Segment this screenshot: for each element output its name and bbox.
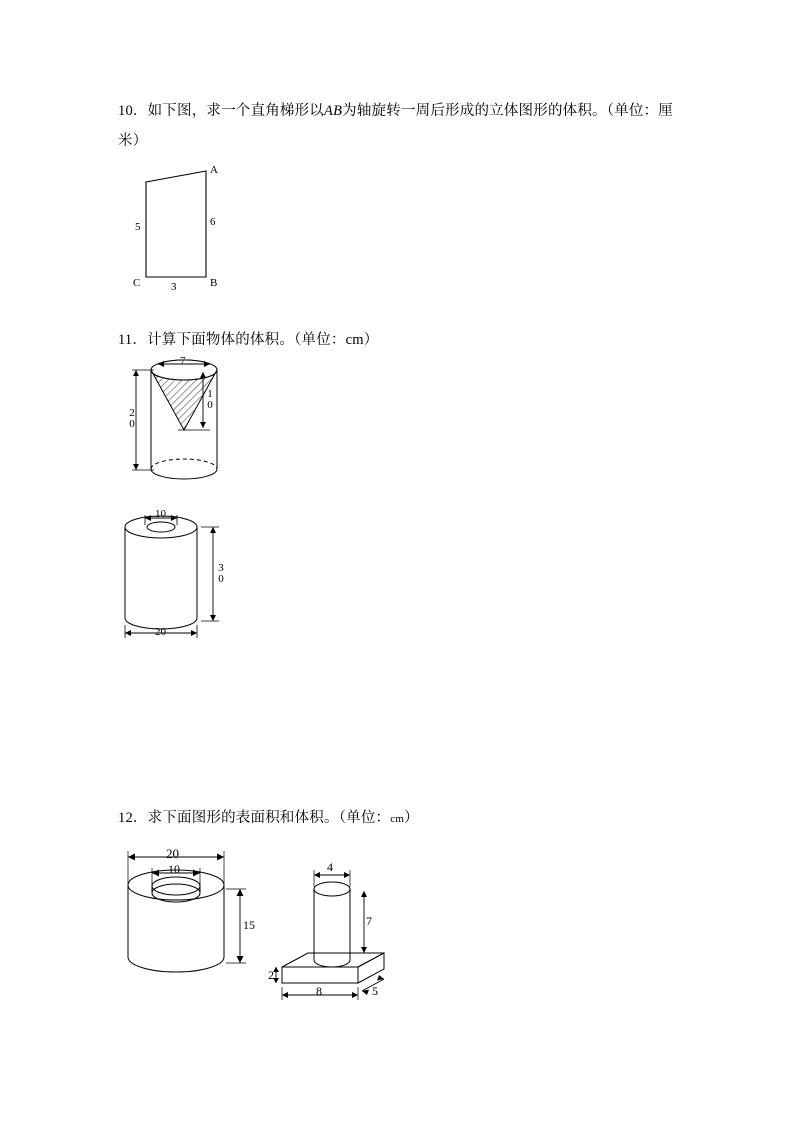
label-base-width-8: 8 (316, 984, 322, 998)
label-top-width-7: 7 (180, 355, 186, 367)
label-right-side-6: 6 (210, 216, 216, 228)
question-10-axis-label: AB (324, 103, 343, 119)
label-height-15: 15 (243, 918, 255, 932)
question-12-text-part1: 求下面图形的表面积和体积。（单位： (147, 810, 391, 826)
question-11-body: 计算下面物体的体积。（单位：cm） (147, 332, 379, 348)
question-12-unit: cm (390, 813, 405, 825)
label-bottom-width-20: 20 (155, 626, 166, 638)
label-base-depth-5: 5 (372, 984, 378, 998)
label-top-width-10: 10 (155, 508, 166, 520)
question-12-number: 12． (118, 810, 148, 826)
question-10-text-part1: 如下图，求一个直角梯形以 (147, 103, 325, 119)
label-height-30: 30 (215, 562, 227, 584)
figure-q12-ring-cylinder (118, 845, 278, 1005)
question-12-text (118, 803, 678, 834)
question-12-text-part2: ） (404, 810, 419, 826)
label-bottom-3: 3 (171, 281, 177, 293)
question-11-number: 11． (118, 332, 148, 348)
question-10-text (118, 96, 678, 156)
label-cylinder-diameter-4: 4 (327, 860, 333, 874)
label-base-height-2: 2 (268, 968, 274, 982)
figure-q11-cylinder-hole (105, 505, 335, 655)
label-outer-diameter-20: 20 (166, 846, 179, 861)
figure-q10-trapezoid (118, 165, 318, 315)
label-B: B (210, 277, 218, 289)
label-cone-height-10: 10 (204, 388, 216, 410)
question-10-text-part2: 为轴旋转一周后形成的立体图形的体积。（单位：厘米） (118, 103, 673, 149)
question-10-number: 10． (118, 103, 148, 119)
question-11-text (118, 325, 678, 355)
label-left-side-5: 5 (135, 221, 141, 233)
label-inner-diameter-10: 10 (168, 862, 180, 876)
label-cylinder-height-7: 7 (366, 914, 372, 928)
label-C: C (133, 277, 141, 289)
label-A: A (210, 164, 218, 176)
label-total-height-20: 20 (126, 407, 138, 429)
figure-q12-cylinder-on-base (268, 855, 452, 1005)
figure-q11-cylinder-cone (118, 352, 348, 512)
